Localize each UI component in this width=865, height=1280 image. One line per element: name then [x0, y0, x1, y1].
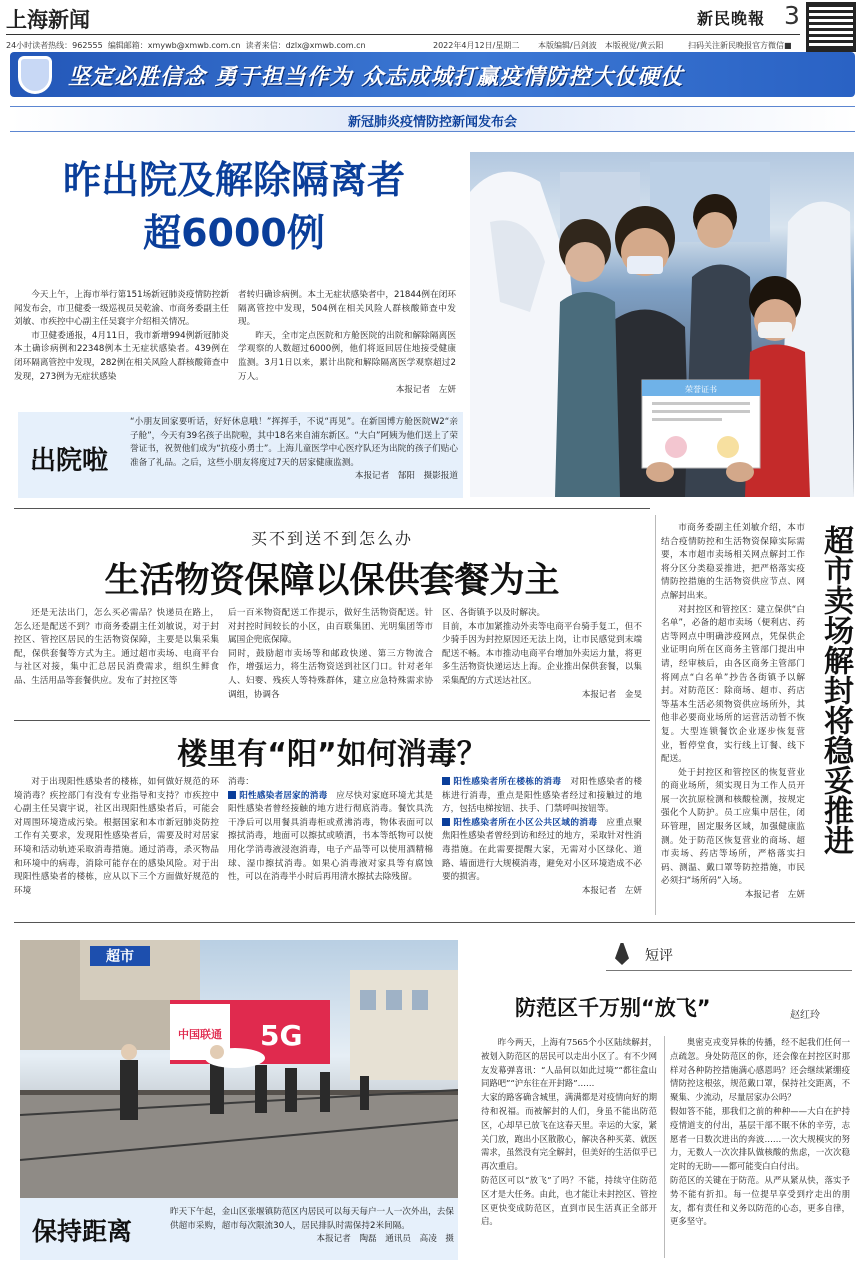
- masthead-rule: [6, 34, 800, 35]
- divider-2: [14, 720, 650, 721]
- story3-col2-text: 应尽快对家庭环境尤其是阳性感染者曾经接触的地方进行彻底消毒。餐饮具洗干净后可以用餐具消毒柜或煮沸消毒，物体表面可以擦拭消毒，地面可以擦拭或喷洒，书本等纸物可以使用化学消毒液浸泡消毒，电子产品等可以使用酒精棉球、湿巾擦拭消毒。如果心消毒液对家具等有腐蚀性，可以在消毒半小时后再用清水擦拭去除残留。: [228, 790, 433, 883]
- story1-col1-p2: 市卫健委通报，4月11日，我市新增994例新冠肺炎本土确诊病例和22348例本土无症状感染者。439例在闭环隔离管控中发现，282例在相关风险人群核酸筛查中发现，273例为无症状感染: [14, 330, 229, 382]
- masthead-info: [6, 40, 806, 51]
- scan-hint: 扫码关注新民晚报官方微信■: [688, 41, 792, 50]
- story4-headline: 超市卖场解封将稳妥推进: [818, 525, 853, 855]
- caption-byline: 本报记者 陶磊 通讯员 高凌 摄: [316, 1234, 454, 1245]
- story1-col1-p1: 今天上午，上海市举行第151场新冠肺炎疫情防控新闻发布会，市卫健委一级巡视员吴乾渝、市商务委副主任刘敏、市疾控中心副主任吴寰宇介绍相关情况。: [14, 290, 229, 328]
- pen-icon: [615, 943, 629, 965]
- story4-p2: 对封控区和管控区：建立保供“白名单”，必备的超市卖场（便利店、药店等网点中明确涉疫网点，凭保供企业证明向所在区商务主管部门提出申请，经审核后，由各区商务主管部门将网点“白名单”抄告各街镇予以解封。对防范区：除商场、超市、药店等基本生活必须物资供应场所外，其他非必要商业场所的运营活动暂不恢复。大型连锁餐饮企业逐步恢复营业，暂停堂食，实行线上订餐、线下配送。: [661, 604, 805, 765]
- divider-3: [14, 922, 855, 923]
- story3-headline: 楼里有“阳”如何消毒？: [177, 737, 487, 772]
- story2-col1: 还是无法出门，怎么买必需品？快递员在路上，怎么还是配送不到？市商务委副主任刘敏说，对于封控区、管控区居民的生活物资保障，主要是以集采集配，保供套餐等方式为主。通过超市卖场、电商平台与社区对接，集中汇总居民消费需求，组织生鲜食品、生活用品等套餐供应。发布了封控区等: [14, 608, 219, 686]
- certificate-title: 荣誉证书: [685, 385, 717, 394]
- shield-icon: [18, 56, 52, 94]
- commentary-col1: 昨今两天，上海有7565个小区陆续解封，被划入防范区的居民可以走出小区了。有不少网友发幕弹喜讯：“人品何以如此过境”“都往盒山同路吧”“沪东往在开封路”…… 大家的路客确含城里，满满都是对疫情向好的期待和祝福。而被解封的人们，身虽不能出防范区，心却早已放飞在这春天里。幸运的大家，紧关门放，跑出小区散散心，解决各种买菜、就医需求，虽然没有完全解封，但美好的生活似乎已再次重启。 防范区可以“放飞”了吗？不能，持续守住防范区才是大任务。由此，也才能让未封控区、管控区更快变成防范区，直到市民生活真正全部开启。: [481, 1037, 657, 1227]
- section-name: 上海新闻: [6, 7, 90, 32]
- commentary-author: 赵红玲: [790, 1010, 820, 1021]
- store-5g: 5G: [260, 1019, 303, 1052]
- story2-col2-text: 后一百米物资配送工作提示，做好生活物资配送。针对封控时间较长的小区，由百联集团、光明集团等市属国企兜底保障。 同时，鼓励超市卖场等和邮政快递、第三方物流合作，增强运力，将生活物资送到社区门口。针对老年人、妇婴、残疾人等特殊群体，建立应急特殊需求协调组，协调各: [228, 608, 433, 700]
- reader-mail: 读者来信：dzlx@xmwb.com.cn: [245, 41, 366, 50]
- editors: 本版编辑/吕剑波 本版视觉/黄云阳: [538, 41, 664, 50]
- page-number: 3: [784, 1, 800, 30]
- issue-date: 2022年4月12日/星期二: [433, 41, 520, 50]
- story4-p3: 处于封控区和管控区的恢复营业的商业场所，须实现日为工作人员开展一次抗原检测和核酸检测，按规定强化个人防护。员工应集中居住，闭环管理，固定服务区域，加强健康监测。处于防范区恢复营业的商场、超市卖场、药店等场所，严格落实扫码、测温、戴口罩等防控措施，市民必须扫“场所码”入场。: [661, 767, 805, 887]
- story1-col1: [14, 289, 229, 384]
- commentary-tag-text: 短评: [645, 948, 673, 964]
- banner-slogan: 坚定必胜信念 勇于担当作为 众志成城打赢疫情防控大仗硬仗: [68, 64, 684, 90]
- headline-line1: 昨出院及解除隔离者: [62, 158, 405, 202]
- photo-supermarket-art: [20, 940, 458, 1198]
- commentary-col2: 奥密克戎变异株的传播，经不起我们任何一点疏忽。身处防范区的你，还会像在封控区时那样对各种防控措施满心感恩吗？还会继续紧绷疫情防控这根弦，规范戴口罩，保持社交距离，不聚集、少流动，尽量居家办公吗？ 假如答不能，那我们之前的种种——大白在护持疫情道支的付出，基层干部不眠不休的辛劳，志愿者一日数次进出的奔波……一次大规模灾的努力，无数人一次次排队做核酸的焦虑，一次次稳定时的无助——都可能变白白付出。 防范区的关键在于防范。从严从紧从快，落实予势不能有折扣。每一位提早享受到疗走出的朋友，都有责任和义务以防范的心态，更多自律，更多坚守。: [670, 1037, 850, 1227]
- story2-kicker: 买不到送不到怎么办: [250, 529, 413, 548]
- store-sign: 超市: [106, 949, 134, 965]
- discharge-label: 出院啦: [30, 446, 109, 476]
- discharge-body: “小朋友回家要听话，好好休息哦！”挥挥手，不说“再见”。在新国博方舱医院W2“亲子舱”，今天有39名孩子出院啦，其中18名来自浦东新区。“大白”阿姨为他们送上了荣誉证书，祝贺他们成为“抗疫小勇士”。上海儿童医学中心医疗队还为出院的孩子们贴心准备了礼品。之后，这些小朋友将度过7天的居家健康监测。: [130, 417, 458, 468]
- story4-p1: 市商务委副主任刘敏介绍，本市结合疫情防控和生活物资保障实际需要，本市超市卖场相关网点解封工作将分区分类稳妥推进，把严格落实疫情防控措施的生活物资供应节点、网点解封出来。: [661, 523, 805, 601]
- story1-col2: [238, 289, 456, 398]
- story3-col1: 对于出现阳性感染者的楼栋，如何做好规范的环境消毒？疾控部门有没有专业指导和支持？市疾控中心副主任吴寰宇说，社区出现阳性感染者后，可能会对周围环境造成污染。根据国家和本市新冠肺炎防控工作有关要求，发现阳性感染者后，需要及时对居家环境和活动轨迹采取消毒措施。通过消毒，杀灭物品和环境中的病毒，消除可能存在的感染风险。对于出现阳性感染者的楼栋，应从以下三个方面做好规范的环境: [14, 777, 219, 896]
- story3-col2: [228, 776, 433, 885]
- story3-col2-lead: 消毒：: [228, 777, 254, 787]
- conference-title: 新冠肺炎疫情防控新闻发布会: [347, 115, 517, 130]
- store-unicom: 中国联通: [178, 1028, 222, 1041]
- qr-code-icon: [806, 2, 856, 52]
- slogan-banner: [10, 52, 855, 97]
- editor-mail: 编辑邮箱：xmywb@xmwb.com.cn: [107, 41, 241, 50]
- square-bullet-icon: [228, 791, 236, 799]
- photo-children-discharge: [470, 152, 854, 497]
- newspaper-logo: 新民晚報: [697, 9, 766, 28]
- commentary-divider: [664, 1036, 665, 1258]
- conference-bar: [10, 106, 855, 132]
- story1-byline: 本报记者 左妍: [395, 385, 456, 396]
- caption-box: [20, 1198, 458, 1260]
- headline-discharge: [14, 154, 454, 260]
- caption-label: 保持距离: [32, 1217, 133, 1246]
- story4-body: [661, 522, 805, 903]
- commentary-tag-rule: [606, 970, 852, 971]
- story3-col3: [442, 776, 642, 898]
- story1-col2-p2: 昨天，全市定点医院和方舱医院的出院和解除隔离医学观察的人数超过6000例，他们将返回居住地接受健康监测。3月1日以来，累计出院和解除隔离医学观察超过2万人。: [238, 330, 456, 382]
- headline-line2: 超6000例: [143, 211, 325, 255]
- divider-1: [14, 508, 650, 509]
- story3-col3-sub1: 阳性感染者所在楼栋的消毒: [453, 777, 562, 787]
- story1-col2-p1: 者转归确诊病例。本土无症状感染者中，21844例在闭环隔离管控中发现，504例在相关风险人群核酸筛查中发现。: [238, 290, 456, 328]
- story2-col2: [228, 607, 433, 702]
- caption-text: [170, 1206, 454, 1247]
- discharge-byline: 本报记者 郜阳 摄影报道: [354, 471, 458, 482]
- commentary-tag: [615, 943, 705, 967]
- story3-col3-sub2: 阳性感染者所在小区公共区域的消毒: [453, 817, 598, 828]
- caption-body: 昨天下午起，金山区张堰镇防范区内居民可以每天每户一人一次外出，去保供超市采购，超市每次限流30人，居民排队时需保持2米间隔。: [170, 1207, 454, 1231]
- discharge-box: [18, 412, 463, 498]
- photo-children-art: [470, 152, 854, 497]
- story2-headline: 生活物资保障以保供套餐为主: [104, 561, 560, 601]
- story3-byline: 本报记者 左妍: [581, 885, 642, 896]
- story2-col3: [442, 607, 642, 702]
- story2-col3-text: 区、各街镇予以及时解决。 目前，本市加紧推动外卖等电商平台骑手复工，但不少骑手因为封控原因还无法上岗，让市民感觉到末端配送不畅。本市推动电商平台增加外卖运力量，将更多生活物资快递运达上海。企业推出保供套餐，以集采集配的方式送达社区。: [442, 608, 642, 686]
- divider-right-column: [655, 515, 656, 915]
- square-bullet-icon: [442, 818, 450, 826]
- story3-col2-sub: 阳性感染者居家的消毒: [239, 790, 328, 801]
- discharge-text: [130, 416, 458, 484]
- story3-col3-p1: 对阳性感染者的楼栋进行消毒，重点是阳性感染者经过和接触过的地方，包括电梯按钮、扶手、门禁呼叫按钮等。: [442, 777, 642, 815]
- photo-supermarket-queue: [20, 940, 458, 1198]
- story2-byline: 本报记者 金旻: [581, 689, 642, 700]
- story4-byline: 本报记者 左妍: [744, 890, 805, 901]
- commentary-headline: 防范区千万别“放飞”: [515, 996, 711, 1020]
- story3-col3-p2: 应重点聚焦阳性感染者曾经到访和经过的地方，采取针对性消毒措施。在此需要提醒大家，无需对小区绿化、道路、墙面进行大规模消毒，避免对小区环境造成不必要的损害。: [442, 817, 642, 883]
- square-bullet-icon: [442, 777, 450, 785]
- hotline: 24小时读者热线：962555: [6, 41, 103, 50]
